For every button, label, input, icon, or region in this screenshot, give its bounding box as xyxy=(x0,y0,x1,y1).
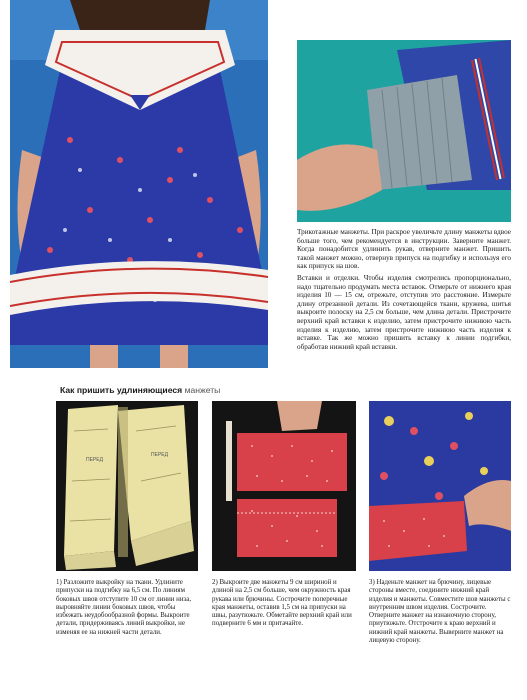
section-title-light: манжеты xyxy=(184,385,221,395)
step-2-text: 2) Выкроите две манжеты 9 см шириной и длиной на 2,5 см больше, чем окружность края рукава или брючины. Сострочите поперечные края манжеты, оставив 1,5 см на припуски на швы, разутюжьте. Обметайте верхний край или подверните 6 мм и притачайте. xyxy=(212,579,352,628)
photo-step-1-pattern xyxy=(56,401,198,571)
step-1-text: 1) Разложите выкройку на ткани. Удлините припуски на подгибку на 6,5 см. По линиям боковых швов отступите 10 см от линии низа, выровняйте линии боковых швов, чтобы избежать неудобообразной формы. Выкроите детали, придерживаясь линий выкройки, не изменяя ее на нижней части детали. xyxy=(56,579,192,636)
step-3-text: 3) Наденьте манжет на брючину, лицевые стороны вместе, соедините нижний край изделия и манжеты. Совместите шов манжеты с внутренним швом изделия. Сострочите. Отверните манжет на изнаночную сторону, приутюжьте. Отстрочите к краю верхний и нижний край манжеты. Выверните манжет на лицевую сторону. xyxy=(369,579,511,645)
photo-sailor-dress xyxy=(10,0,268,368)
caption-paragraph-cuffs: Трикотажные манжеты. При раскрое увеличьте длину манжеты вдвое больше того, чем рекомендуется в инструкции. Заверните манжет. Когда понадобится удлинить рукав, отверните манжет. Пришить такой манжет можно, отвернув припуск на подгибку и используя его как припуск на шов. xyxy=(297,228,511,271)
caption-paragraph-inserts: Вставки и отделки. Чтобы изделия смотрелись пропорционально, надо тщательно продумать места вставок. Отмерьте от нижнего края изделия 10 — 15 см, отрежьте, отступив это расстояние. Измерьте длину отрезанной детали. Из сочетающейся ткани, кружева, шитья выкроите полоску на 2,5 см больше, чем длина детали. Пристрочите верхний край вставки к изделию, затем пристрочите нижнюю часть изделия к изделию, затем пристрочите нижнюю часть изделия к вставке. Так же можно пришить вставку к линии подгибки, обработав нижний край вставки. xyxy=(297,273,511,351)
top-caption xyxy=(297,228,511,354)
photo-step-3-attach xyxy=(369,401,511,571)
photo-step-2-cuffs xyxy=(212,401,356,571)
section-title xyxy=(60,385,220,395)
section-title-bold: Как пришить удлиняющиеся xyxy=(60,385,183,395)
pattern-label-2: ПЕРЕД xyxy=(151,452,168,458)
photo-knit-cuff xyxy=(297,40,511,222)
pattern-label-1: ПЕРЕД xyxy=(86,457,103,463)
